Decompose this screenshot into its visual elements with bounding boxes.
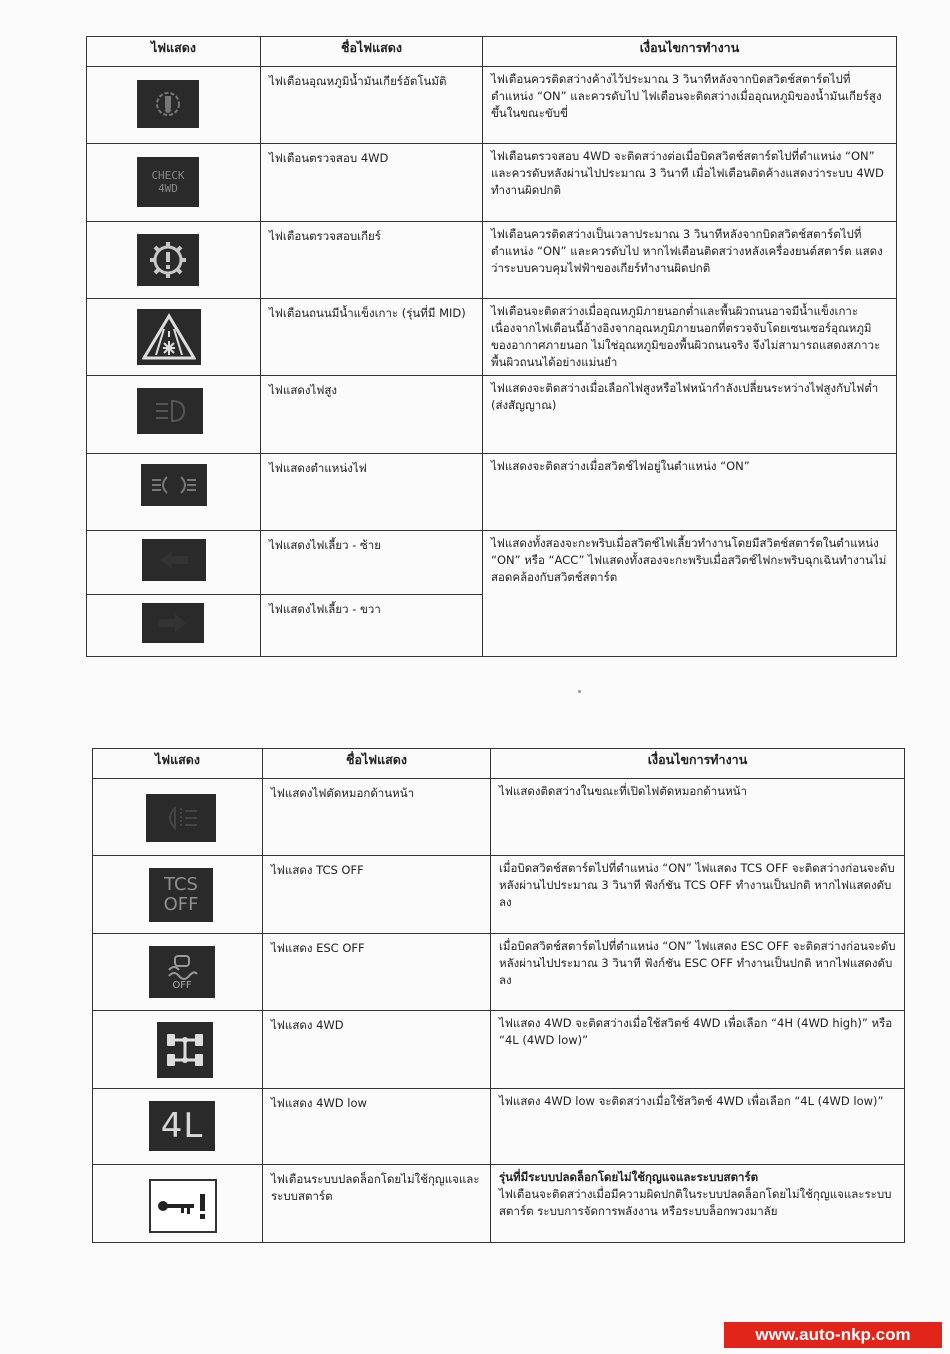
indicator-condition: ไฟแสดงจะติดสว่างเมื่อเลือกไฟสูงหรือไฟหน้ากำลังเปลี่ยนระหว่างไฟสูงกับไฟต่ำ (ส่งสัญญาณ) xyxy=(483,376,897,454)
high-beam-indicator-icon xyxy=(137,388,203,434)
indicator-name: ไฟเตือนระบบปลดล็อกโดยไม่ใช้กุญแจและระบบสตาร์ต xyxy=(263,1165,491,1243)
indicator-cell xyxy=(87,595,261,657)
indicator-condition: เมื่อบิดสวิตช์สตาร์ตไปที่ตำแหน่ง “ON” ไฟแสดง ESC OFF จะติดสว่างก่อนจะดับหลังผ่านไปประมาณ 3 วินาที ฟังก์ชัน ESC OFF ทำงานเป็นปกติ หากไฟแสดงดับลง xyxy=(491,934,905,1011)
icon-text-line-1: TCS xyxy=(164,874,198,895)
table-row xyxy=(87,531,897,595)
indicator-name: ไฟแสดงตำแหน่งไฟ xyxy=(261,454,483,531)
icon-text-line-2: OFF xyxy=(163,894,199,915)
indicator-condition: ไฟเตือนตรวจสอบ 4WD จะติดสว่างต่อเมื่อบิดสวิตช์สตาร์ตไปที่ตำแหน่ง “ON” และควรดับหลังผ่านไปประมาณ 3 วินาที เมื่อไฟเตือนติดค้างแสดงว่าระบบ 4WD ทำงานผิดปกติ xyxy=(483,144,897,222)
header-condition: เงื่อนไขการทำงาน xyxy=(483,37,897,67)
table-row xyxy=(93,856,905,934)
esc-off-indicator-icon xyxy=(149,946,215,998)
indicator-name: ไฟแสดงไฟตัดหมอกด้านหน้า xyxy=(263,779,491,856)
table-row xyxy=(87,67,897,144)
indicator-table-1 xyxy=(86,36,897,657)
indicator-condition: ไฟแสดง 4WD low จะติดสว่างเมื่อใช้สวิตช์ 4WD เพื่อเลือก “4L (4WD low)” xyxy=(491,1089,905,1165)
header-indicator: ไฟแสดง xyxy=(93,749,263,779)
table-header-row xyxy=(87,37,897,67)
table-row xyxy=(93,1011,905,1089)
indicator-name: ไฟเตือนตรวจสอบ 4WD xyxy=(261,144,483,222)
transmission-temperature-warning-icon xyxy=(137,80,199,128)
turn-signal-right-icon xyxy=(142,603,204,643)
indicator-name: ไฟเตือนตรวจสอบเกียร์ xyxy=(261,222,483,299)
4wd-low-indicator-icon xyxy=(149,1101,215,1151)
indicator-condition: ไฟแสดงทั้งสองจะกะพริบเมื่อสวิตช์ไฟเลี้ยวทำงานโดยมีสวิตช์สตาร์ตในตำแหน่ง “ON” หรือ “ACC” ไฟแสดงทั้งสองจะกะพริบเมื่อสวิตช์ไฟกะพริบฉุกเฉินทำงานไม่สอดคล้องกับสวิตช์สตาร์ต xyxy=(483,531,897,657)
indicator-cell xyxy=(87,299,261,376)
header-name: ชื่อไฟแสดง xyxy=(263,749,491,779)
icon-text: OFF xyxy=(172,979,192,991)
indicator-cell xyxy=(93,1165,263,1243)
tcs-off-indicator-icon xyxy=(149,868,213,922)
indicator-cell xyxy=(93,934,263,1011)
indicator-condition: ไฟแสดง 4WD จะติดสว่างเมื่อใช้สวิตช์ 4WD เพื่อเลือก “4H (4WD high)” หรือ “4L (4WD low)” xyxy=(491,1011,905,1089)
indicator-cell xyxy=(87,531,261,595)
table-row xyxy=(87,299,897,376)
watermark-url: www.auto-nkp.com xyxy=(724,1322,942,1348)
table-row xyxy=(87,222,897,299)
position-light-indicator-icon xyxy=(141,464,207,506)
indicator-cell xyxy=(93,1089,263,1165)
table-row xyxy=(87,454,897,531)
indicator-name: ไฟแสดงไฟสูง xyxy=(261,376,483,454)
indicator-condition: ไฟเตือนควรติดสว่างเป็นเวลาประมาณ 3 วินาทีหลังจากบิดสวิตช์สตาร์ตไปที่ตำแหน่ง “ON” และควรดับไป หากไฟเตือนติดสว่างหลังเครื่องยนต์สตาร์ต แสดงว่าระบบควบคุมไฟฟ้าของเกียร์ทำงานผิดปกติ xyxy=(483,222,897,299)
indicator-name: ไฟแสดง TCS OFF xyxy=(263,856,491,934)
icy-road-warning-icon xyxy=(137,309,201,365)
indicator-cell xyxy=(87,144,261,222)
4wd-indicator-icon xyxy=(157,1022,213,1078)
indicator-condition: ไฟเตือนจะติดสว่างเมื่ออุณหภูมิภายนอกต่ำและพื้นผิวถนนอาจมีน้ำแข็งเกาะ เนื่องจากไฟเตือนนี้อ้างอิงจากอุณหภูมิภายนอกที่ตรวจจับโดยเซนเซอร์อุณหภูมิของอากาศภายนอก ไม่ใช่อุณหภูมิของพื้นผิวถนนจริง จึงไม่สามารถแสดงสภาวะพื้นผิวถนนได้อย่างแม่นยำ xyxy=(483,299,897,376)
indicator-cell xyxy=(93,779,263,856)
indicator-name: ไฟแสดงไฟเลี้ยว - ขวา xyxy=(261,595,483,657)
indicator-condition: เมื่อบิดสวิตช์สตาร์ตไปที่ตำแหน่ง “ON” ไฟแสดง TCS OFF จะติดสว่างก่อนจะดับหลังผ่านไปประมาณ 3 วินาที ฟังก์ชัน TCS OFF ทำงานเป็นปกติ หากไฟแสดงดับลง xyxy=(491,856,905,934)
scan-speck xyxy=(578,690,581,693)
indicator-condition: ไฟแสดงจะติดสว่างเมื่อสวิตช์ไฟอยู่ในตำแหน่ง “ON” xyxy=(483,454,897,531)
icon-text-line-2: 4WD xyxy=(158,182,178,195)
table-header-row xyxy=(93,749,905,779)
indicator-condition: ไฟแสดงติดสว่างในขณะที่เปิดไฟตัดหมอกด้านหน้า xyxy=(491,779,905,856)
indicator-cell xyxy=(93,1011,263,1089)
transmission-check-warning-icon xyxy=(137,234,199,286)
indicator-cell xyxy=(87,222,261,299)
table-row xyxy=(93,934,905,1011)
header-condition: เงื่อนไขการทำงาน xyxy=(491,749,905,779)
indicator-name: ไฟแสดง 4WD xyxy=(263,1011,491,1089)
condition-text: ไฟเตือนจะติดสว่างเมื่อมีความผิดปกติในระบบปลดล็อกโดยไม่ใช้กุญแจและระบบสตาร์ต ระบบการจัดการพลังงาน หรือระบบล็อกพวงมาลัย xyxy=(499,1187,892,1218)
keyless-system-warning-icon xyxy=(149,1179,217,1233)
indicator-condition: ไฟเตือนควรติดสว่างค้างไว้ประมาณ 3 วินาทีหลังจากบิดสวิตช์สตาร์ตไปที่ตำแหน่ง “ON” และควรดับไป ไฟเตือนจะติดสว่างเมื่ออุณหภูมิของน้ำมันเกียร์สูงขึ้นในขณะขับขี่ xyxy=(483,67,897,144)
indicator-name: ไฟเตือนถนนมีน้ำแข็งเกาะ (รุ่นที่มี MID) xyxy=(261,299,483,376)
turn-signal-left-icon xyxy=(142,539,206,581)
indicator-cell xyxy=(87,376,261,454)
table-row xyxy=(87,376,897,454)
table-row xyxy=(87,144,897,222)
indicator-condition xyxy=(491,1165,905,1243)
indicator-cell xyxy=(87,454,261,531)
indicator-cell xyxy=(87,67,261,144)
check-4wd-warning-icon xyxy=(137,157,199,207)
table-row xyxy=(93,1165,905,1243)
header-name: ชื่อไฟแสดง xyxy=(261,37,483,67)
indicator-name: ไฟแสดง 4WD low xyxy=(263,1089,491,1165)
front-fog-light-indicator-icon xyxy=(146,794,216,842)
header-indicator: ไฟแสดง xyxy=(87,37,261,67)
indicator-name: ไฟเตือนอุณหภูมิน้ำมันเกียร์อัตโนมัติ xyxy=(261,67,483,144)
condition-title: รุ่นที่มีระบบปลดล็อกโดยไม่ใช้กุญแจและระบบสตาร์ต xyxy=(499,1170,759,1184)
icon-text-line-1: CHECK xyxy=(151,169,185,182)
table-row xyxy=(93,779,905,856)
table-row xyxy=(93,1089,905,1165)
indicator-name: ไฟแสดง ESC OFF xyxy=(263,934,491,1011)
icon-text: 4L xyxy=(160,1105,204,1146)
indicator-name: ไฟแสดงไฟเลี้ยว - ซ้าย xyxy=(261,531,483,595)
indicator-cell xyxy=(93,856,263,934)
indicator-table-2 xyxy=(92,748,905,1243)
